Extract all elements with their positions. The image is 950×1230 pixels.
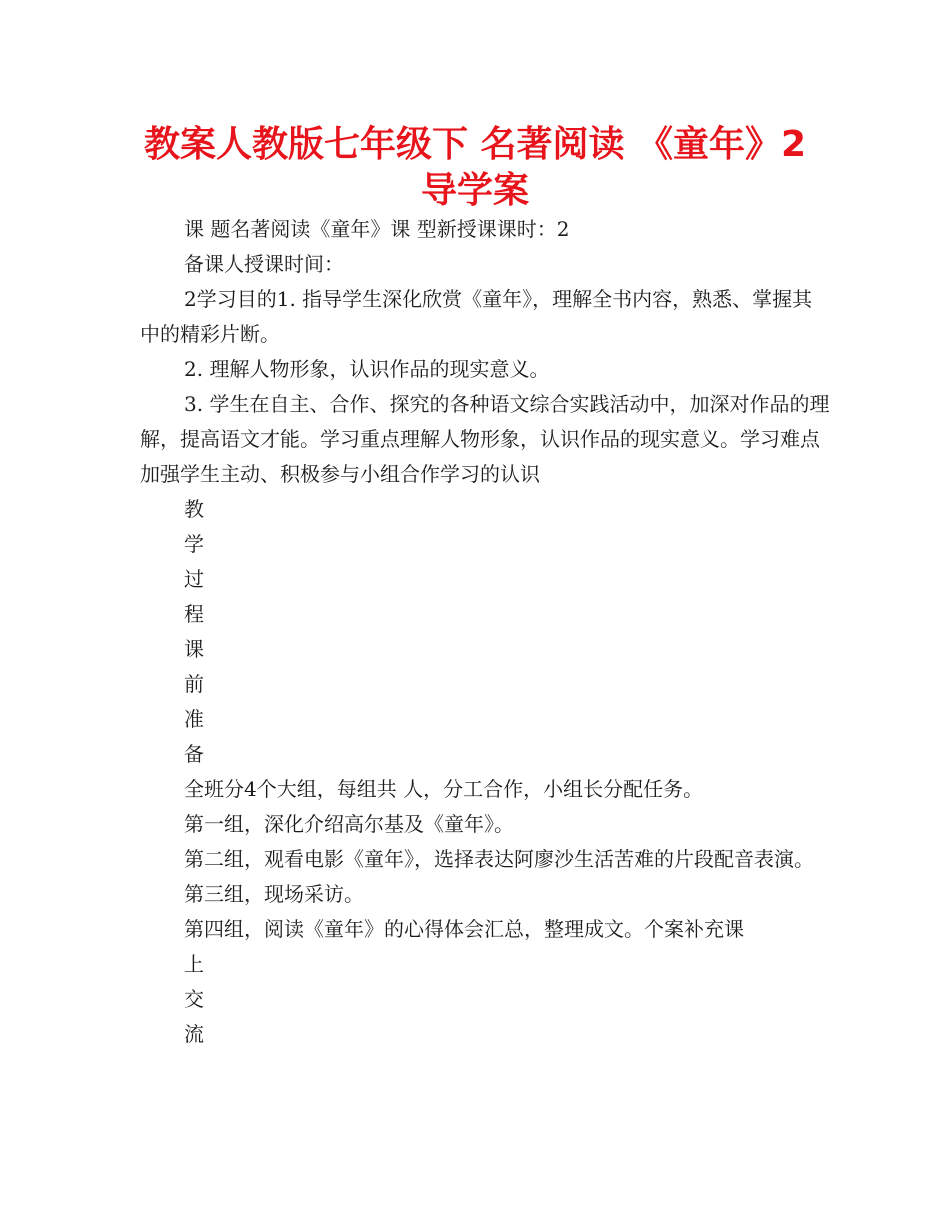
learning-goal-2: 2. 理解人物形象，认识作品的现实意义。 <box>184 357 550 381</box>
vertical-char: 课 <box>184 637 204 661</box>
group-4-line: 第四组，阅读《童年》的心得体会汇总，整理成文。个案补充课 <box>184 917 744 941</box>
vertical-char: 流 <box>184 1022 204 1046</box>
group-1-line: 第一组，深化介绍高尔基及《童年》。 <box>184 812 514 836</box>
vertical-char: 备 <box>184 742 204 766</box>
vertical-char: 准 <box>184 707 204 731</box>
vertical-char: 前 <box>184 672 204 696</box>
vertical-char: 程 <box>184 602 204 626</box>
document-title-line-2: 导学案 <box>420 170 529 211</box>
learning-goal-1: 2学习目的1. 指导学生深化欣赏《童年》，理解全书内容，熟悉、掌握其中的精彩片断。 <box>140 287 813 346</box>
vertical-char: 教 <box>184 497 204 521</box>
group-division-line: 全班分4个大组，每组共 人，分工合作，小组长分配任务。 <box>184 777 704 801</box>
document-body <box>140 212 830 1052</box>
teacher-time-line: 备课人授课时间： <box>184 252 344 276</box>
learning-goal-3: 3. 学生在自主、合作、探究的各种语文综合实践活动中，加深对作品的理解，提高语文才能。学习重点理解人物形象，认识作品的现实意义。学习难点加强学生主动、积极参与小组合作学习的认识 <box>140 392 830 486</box>
document-title-line-1: 教案人教版七年级下 名著阅读 《童年》2 <box>143 124 807 165</box>
lesson-info-line: 课 题名著阅读《童年》课 型新授课课时：2 <box>184 217 570 241</box>
group-2-line: 第二组，观看电影《童年》，选择表达阿廖沙生活苦难的片段配音表演。 <box>184 847 814 871</box>
group-3-line: 第三组，现场采访。 <box>184 882 364 906</box>
vertical-char: 学 <box>184 532 204 556</box>
vertical-char: 过 <box>184 567 204 591</box>
vertical-char: 上 <box>184 952 204 976</box>
vertical-char: 交 <box>184 987 204 1011</box>
